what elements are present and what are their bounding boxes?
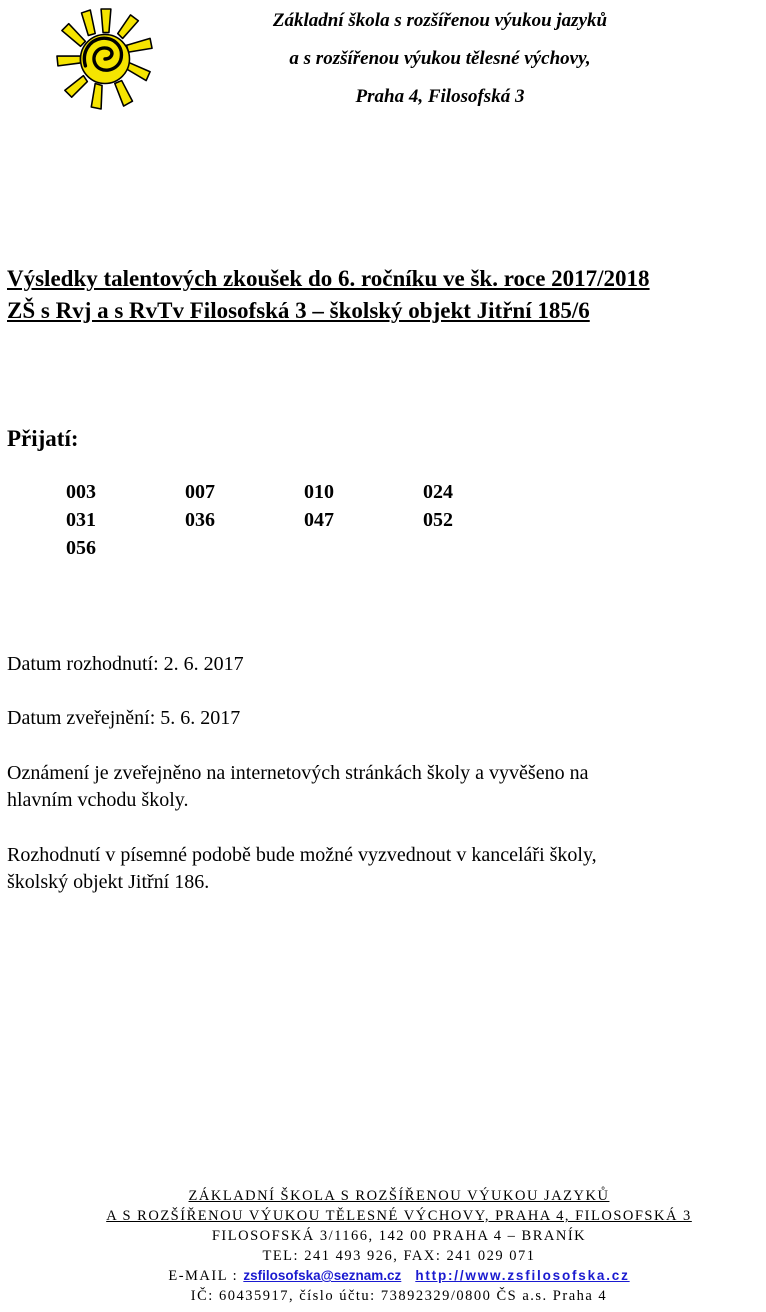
notice-line-2: hlavním vchodu školy. [7, 789, 189, 811]
school-name-line1: Základní škola s rozšířenou výukou jazyků [272, 10, 608, 31]
website-link[interactable]: http://www.zsfilosofska.cz [415, 1268, 630, 1283]
page-title: Výsledky talentových zkoušek do 6. ročníku ve šk. roce 2017/2018 [7, 266, 650, 291]
list-item: 052 [423, 509, 453, 531]
school-address-line: Praha 4, Filosofská 3 [355, 86, 525, 107]
list-item: 047 [304, 509, 334, 531]
publish-date: Datum zveřejnění: 5. 6. 2017 [7, 707, 241, 729]
list-item: 007 [185, 481, 215, 503]
school-name-line2: a s rozšířenou výukou tělesné výchovy, [289, 48, 591, 69]
decision-date: Datum rozhodnutí: 2. 6. 2017 [7, 653, 244, 675]
page-subtitle: ZŠ s Rvj a s RvTv Filosofská 3 – školský objekt Jitřní 185/6 [7, 298, 590, 323]
notice-line-1: Oznámení je zveřejněno na internetových stránkách školy a vyvěšeno na [7, 762, 589, 784]
footer-school-name-1: ZÁKLADNÍ ŠKOLA S ROZŠÍŘENOU VÝUKOU JAZYKŮ [188, 1188, 610, 1204]
pickup-line-2: školský objekt Jitřní 186. [7, 871, 210, 893]
list-item: 024 [423, 481, 453, 503]
footer-phone: TEL: 241 493 926, FAX: 241 029 071 [262, 1248, 536, 1264]
email-link[interactable]: zsfilosofska@seznam.cz [243, 1268, 402, 1283]
admitted-heading: Přijatí: [7, 426, 79, 451]
list-item: 010 [304, 481, 334, 503]
list-item: 056 [66, 537, 96, 559]
admitted-codes-list [66, 478, 542, 562]
footer-address: FILOSOFSKÁ 3/1166, 142 00 PRAHA 4 – BRANÍK [211, 1228, 587, 1244]
email-label: E-MAIL : [168, 1268, 244, 1284]
footer-school-name-2: A S ROZŠÍŘENOU VÝUKOU TĚLESNÉ VÝCHOVY, PRAHA 4, FILOSOFSKÁ 3 [106, 1208, 692, 1224]
list-item: 003 [66, 481, 96, 503]
sun-logo-icon [56, 6, 154, 112]
list-item: 031 [66, 509, 96, 531]
footer-bank-info: IČ: 60435917, číslo účtu: 73892329/0800 ČS a.s. Praha 4 [190, 1288, 608, 1304]
pickup-line-1: Rozhodnutí v písemné podobě bude možné vyzvednout v kanceláři školy, [7, 844, 597, 866]
list-item: 036 [185, 509, 215, 531]
footer-contact [0, 1266, 766, 1286]
